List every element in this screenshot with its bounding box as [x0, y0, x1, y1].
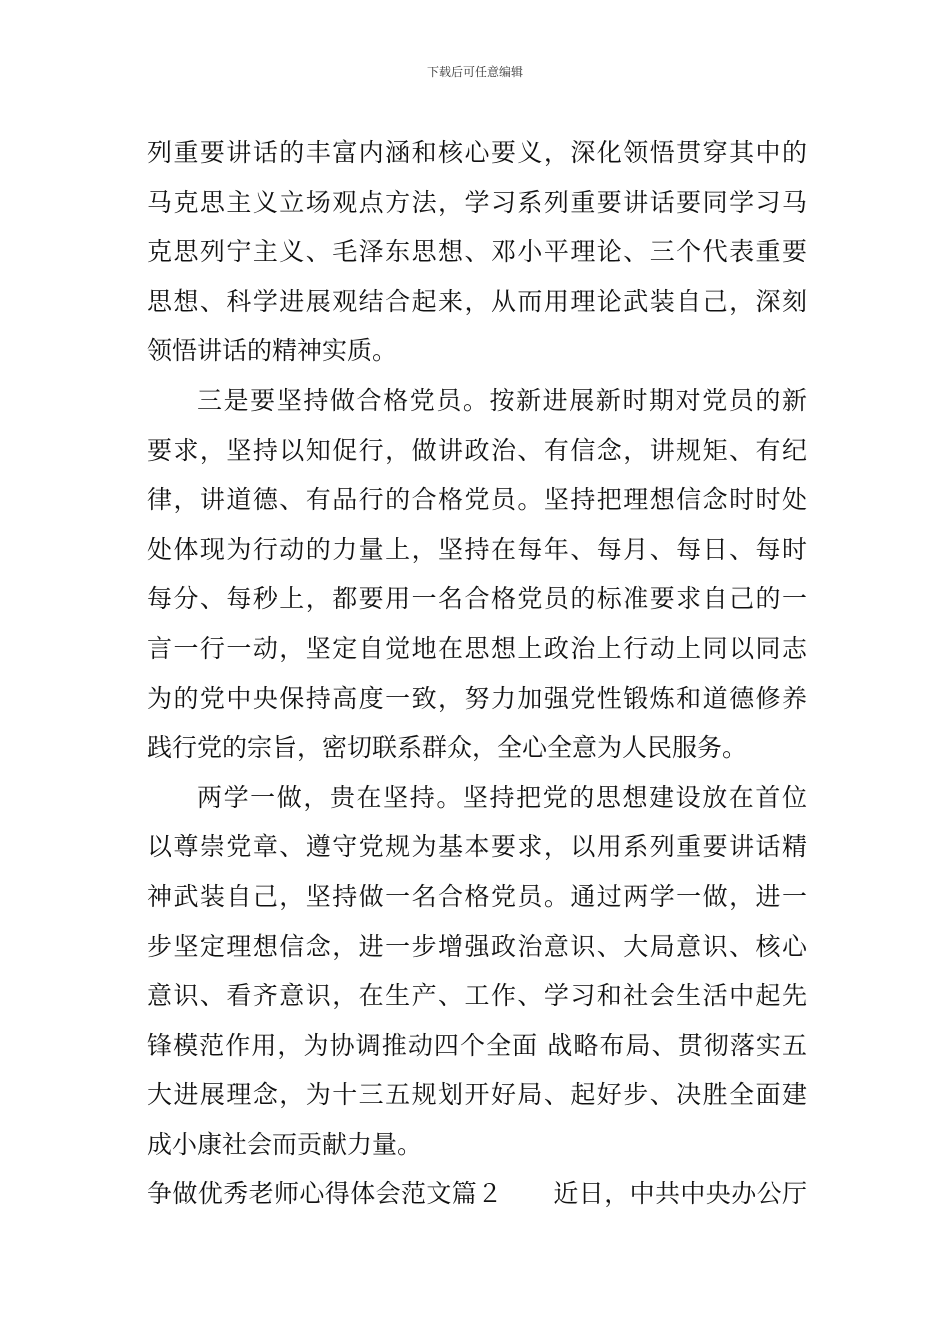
text-line: 列重要讲话的丰富内涵和核心要义，深化领悟贯穿其中的 [147, 138, 807, 167]
text-line: 思想、科学进展观结合起来，从而用理论武装自己，深刻 [147, 286, 807, 316]
text-line: 大进展理念，为十三五规划开好局、起好步、决胜全面建 [147, 1080, 807, 1110]
text-line: 锋模范作用，为协调推动四个全面 战略布局、贯彻落实五 [147, 1030, 807, 1060]
text-line: 律，讲道德、有品行的合格党员。坚持把理想信念时时处 [147, 485, 807, 515]
text-line: 克思列宁主义、毛泽东思想、邓小平理论、三个代表重要 [147, 237, 807, 267]
page-header-note: 下载后可任意编辑 [426, 65, 523, 79]
text-line: 马克思主义立场观点方法，学习系列重要讲话要同学习马 [147, 187, 807, 217]
text-line: 为的党中央保持高度一致，努力加强党性锻炼和道德修养 [147, 683, 807, 713]
text-line: 以尊崇党章、遵守党规为基本要求，以用系列重要讲话精 [147, 832, 807, 862]
text-line: 步坚定理想信念，进一步增强政治意识、大局意识、核心 [147, 931, 807, 961]
text-line: 践行党的宗旨，密切联系群众，全心全意为人民服务。 [147, 733, 748, 763]
text-line: 要求，坚持以知促行，做讲政治、有信念，讲规矩、有纪 [147, 435, 807, 465]
text-line: 处体现为行动的力量上，坚持在每年、每月、每日、每时 [147, 534, 807, 564]
text-line: 两学一做，贵在坚持。坚持把党的思想建设放在首位 [197, 782, 807, 812]
text-line: 领悟讲话的精神实质。 [147, 336, 398, 366]
text-line: 神武装自己，坚持做一名合格党员。通过两学一做，进一 [147, 881, 807, 911]
text-line: 争做优秀老师心得体会范文篇２ 近日，中共中央办公厅 [147, 1179, 807, 1209]
text-line: 成小康社会而贡献力量。 [147, 1129, 423, 1159]
text-line: 三是要坚持做合格党员。按新进展新时期对党员的新 [197, 385, 807, 415]
document-body [147, 128, 807, 1219]
text-line: 意识、看齐意识，在生产、工作、学习和社会生活中起先 [147, 981, 807, 1011]
text-line: 每分、每秒上，都要用一名合格党员的标准要求自己的一 [147, 584, 807, 614]
text-line: 言一行一动，坚定自觉地在思想上政治上行动上同以同志 [147, 633, 807, 663]
